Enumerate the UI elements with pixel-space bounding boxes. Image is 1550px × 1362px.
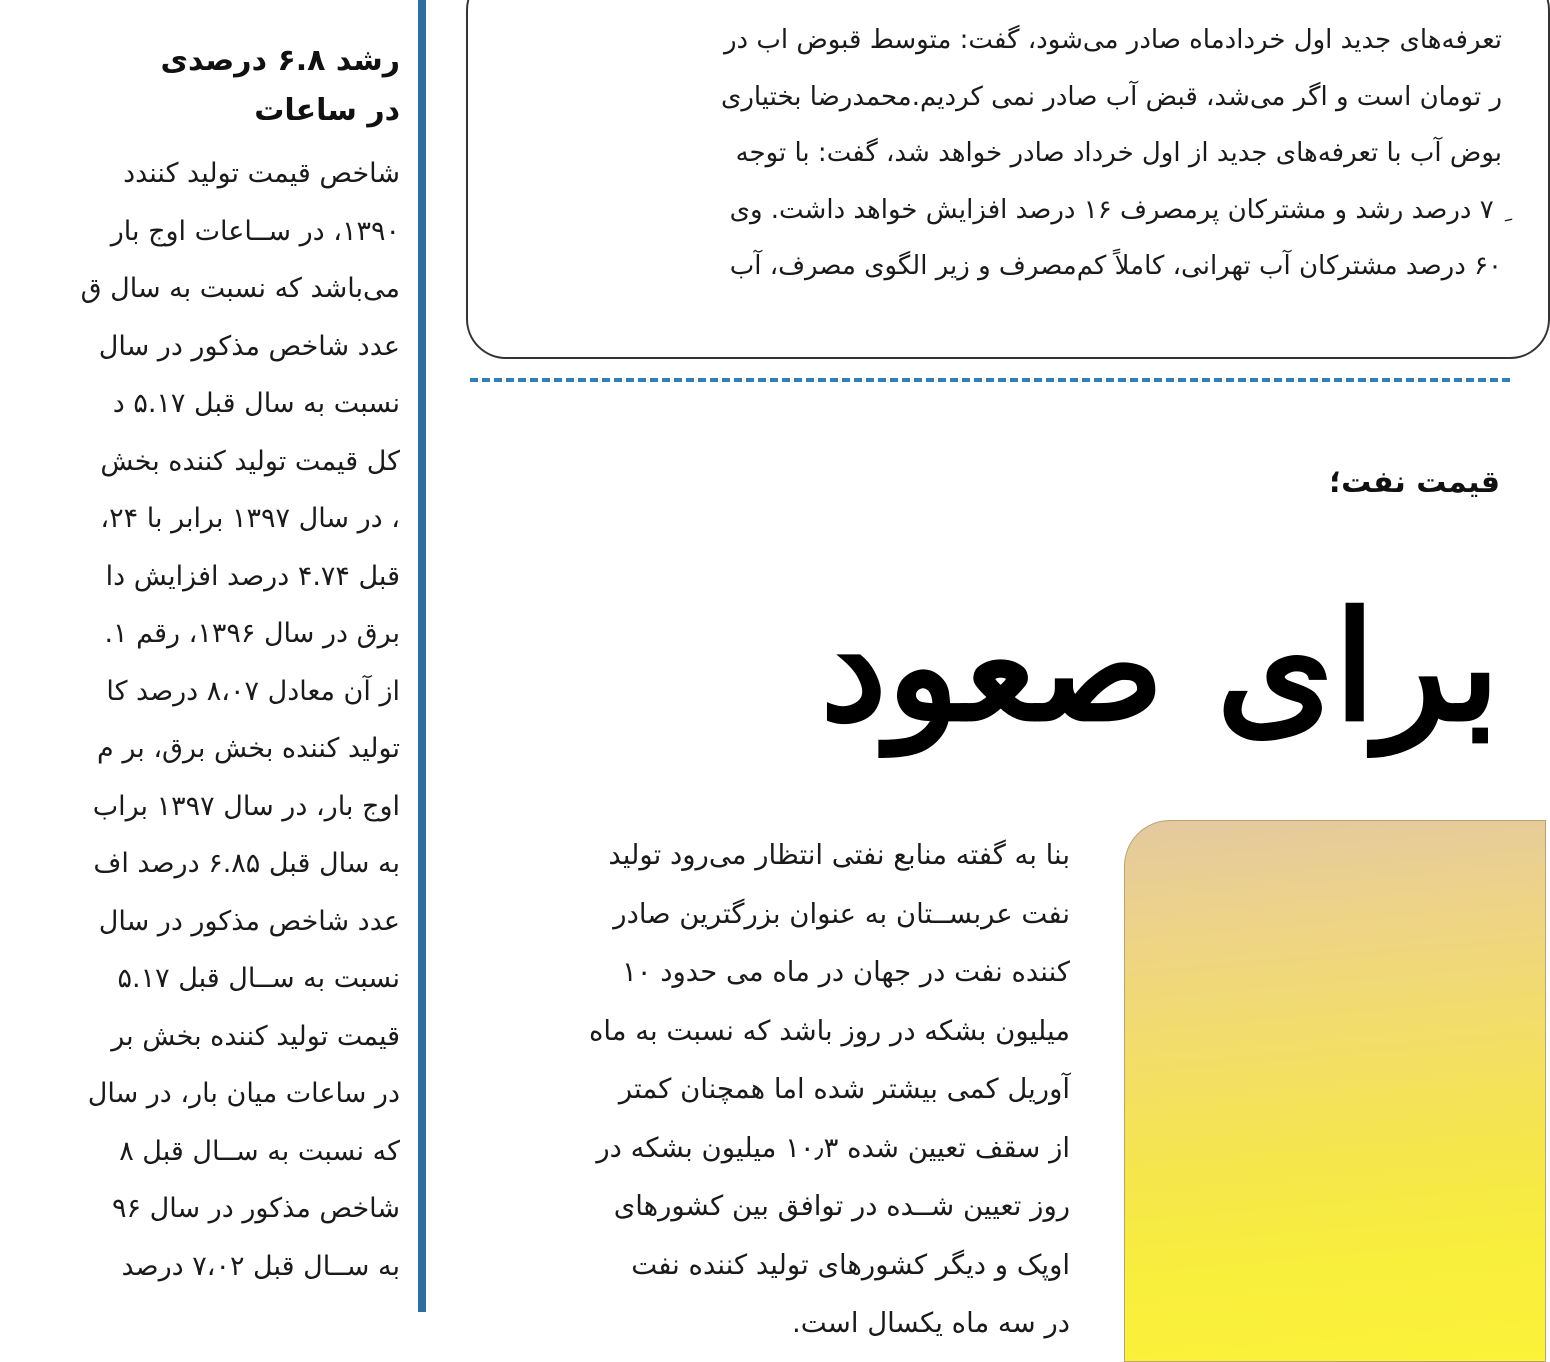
oil-article: [470, 826, 1070, 1339]
headline-line: در ساعات: [254, 93, 400, 128]
body-line: اوپک و دیگر کشورهای تولید کننده نفت: [631, 1248, 1070, 1281]
body-line: به ســال قبل ۷،۰۲ درصد: [121, 1250, 400, 1282]
body-line: آوریل کمی بیشتر شده اما همچنان کمتر: [618, 1073, 1070, 1105]
article-title: برای صعود: [820, 579, 1500, 755]
body-line: ، در سال ۱۳۹۷ برابر با ۲۴،: [100, 503, 400, 534]
body-line: کننده نفت در جهان در ماه می حدود ۱۰: [621, 956, 1070, 988]
body-line: بوض آب با تعرفه‌های جدید از اول خرداد صادر خواهد شد، گفت: با توجه: [735, 138, 1502, 168]
body-line: از آن معادل ۸،۰۷ درصد کا: [106, 675, 400, 707]
body-line: ۱۳۹۰، در ســاعات اوج بار: [110, 215, 400, 247]
body-line: در ساعات میان بار، در سال: [87, 1078, 400, 1109]
body-line: روز تعیین شــده در توافق بین کشورهای: [613, 1190, 1070, 1222]
body-line: کل قیمت تولید کننده بخش: [100, 445, 400, 477]
body-line: ِ ۷ درصد رشد و مشترکان پرمصرف ۱۶ درصد افزایش خواهد داشت. وی: [729, 194, 1502, 225]
body-line: نسبت به سال قبل ۵.۱۷ د: [112, 388, 400, 419]
body-line: تعرفه‌های جدید اول خردادماه صادر می‌شود، گفت: متوسط قبوض اب در: [723, 25, 1502, 55]
body-line: ۶۰ درصد مشترکان آب تهرانی، کاملاً کم‌مصرف و زیر الگوی مصرف، آب: [729, 251, 1502, 281]
water-tariff-body: [402, 12, 1502, 295]
body-line: نسبت به ســال قبل ۵.۱۷: [117, 963, 400, 994]
oil-article-body: [470, 826, 1070, 1353]
body-line: از سقف تعیین شده ۱۰٫۳ میلیون بشکه در: [596, 1131, 1070, 1164]
body-line: اوج بار، در سال ۱۳۹۷ براب: [92, 790, 400, 822]
body-line: عدد شاخص مذکور در سال: [98, 330, 400, 362]
body-line: که نسبت به ســال قبل ۸: [119, 1135, 400, 1167]
body-line: نفت عربســتان به عنوان بزرگترین صادر: [613, 897, 1070, 930]
article-photo: [1124, 820, 1546, 1362]
left-article-headline: [0, 36, 400, 136]
section-separator: [470, 378, 1510, 382]
body-line: در سه ماه یکسال است.: [792, 1307, 1070, 1339]
body-line: میلیون بشکه در روز باشد که نسبت به ماه: [589, 1014, 1070, 1047]
body-line: برق در سال ۱۳۹۶، رقم ۱.: [104, 618, 400, 649]
body-line: بنا به گفته منابع نفتی انتظار می‌رود تولید: [608, 839, 1070, 871]
body-line: عدد شاخص مذکور در سال: [98, 905, 400, 937]
body-line: به سال قبل ۶.۸۵ درصد اف: [93, 848, 400, 879]
body-line: ر تومان است و اگر می‌شد، قبض آب صادر نمی کردیم.محمدرضا بختیاری: [720, 81, 1502, 112]
body-line: می‌باشد که نسبت به سال ق: [80, 273, 400, 304]
article-kicker: قیمت نفت؛: [1329, 465, 1500, 500]
body-line: قیمت تولید کننده بخش بر: [111, 1020, 400, 1052]
body-line: تولید کننده بخش برق، بر م: [97, 733, 400, 764]
body-line: شاخص قیمت تولید کنندد: [123, 158, 400, 189]
left-article: [0, 0, 400, 1312]
body-line: شاخص مذکور در سال ۹۶: [112, 1193, 400, 1224]
headline-line: رشد ۶.۸ درصدی: [160, 43, 400, 78]
left-article-body: [0, 145, 400, 1295]
body-line: قبل ۴.۷۴ درصد افزایش دا: [105, 560, 400, 592]
water-tariff-box: [466, 0, 1550, 359]
